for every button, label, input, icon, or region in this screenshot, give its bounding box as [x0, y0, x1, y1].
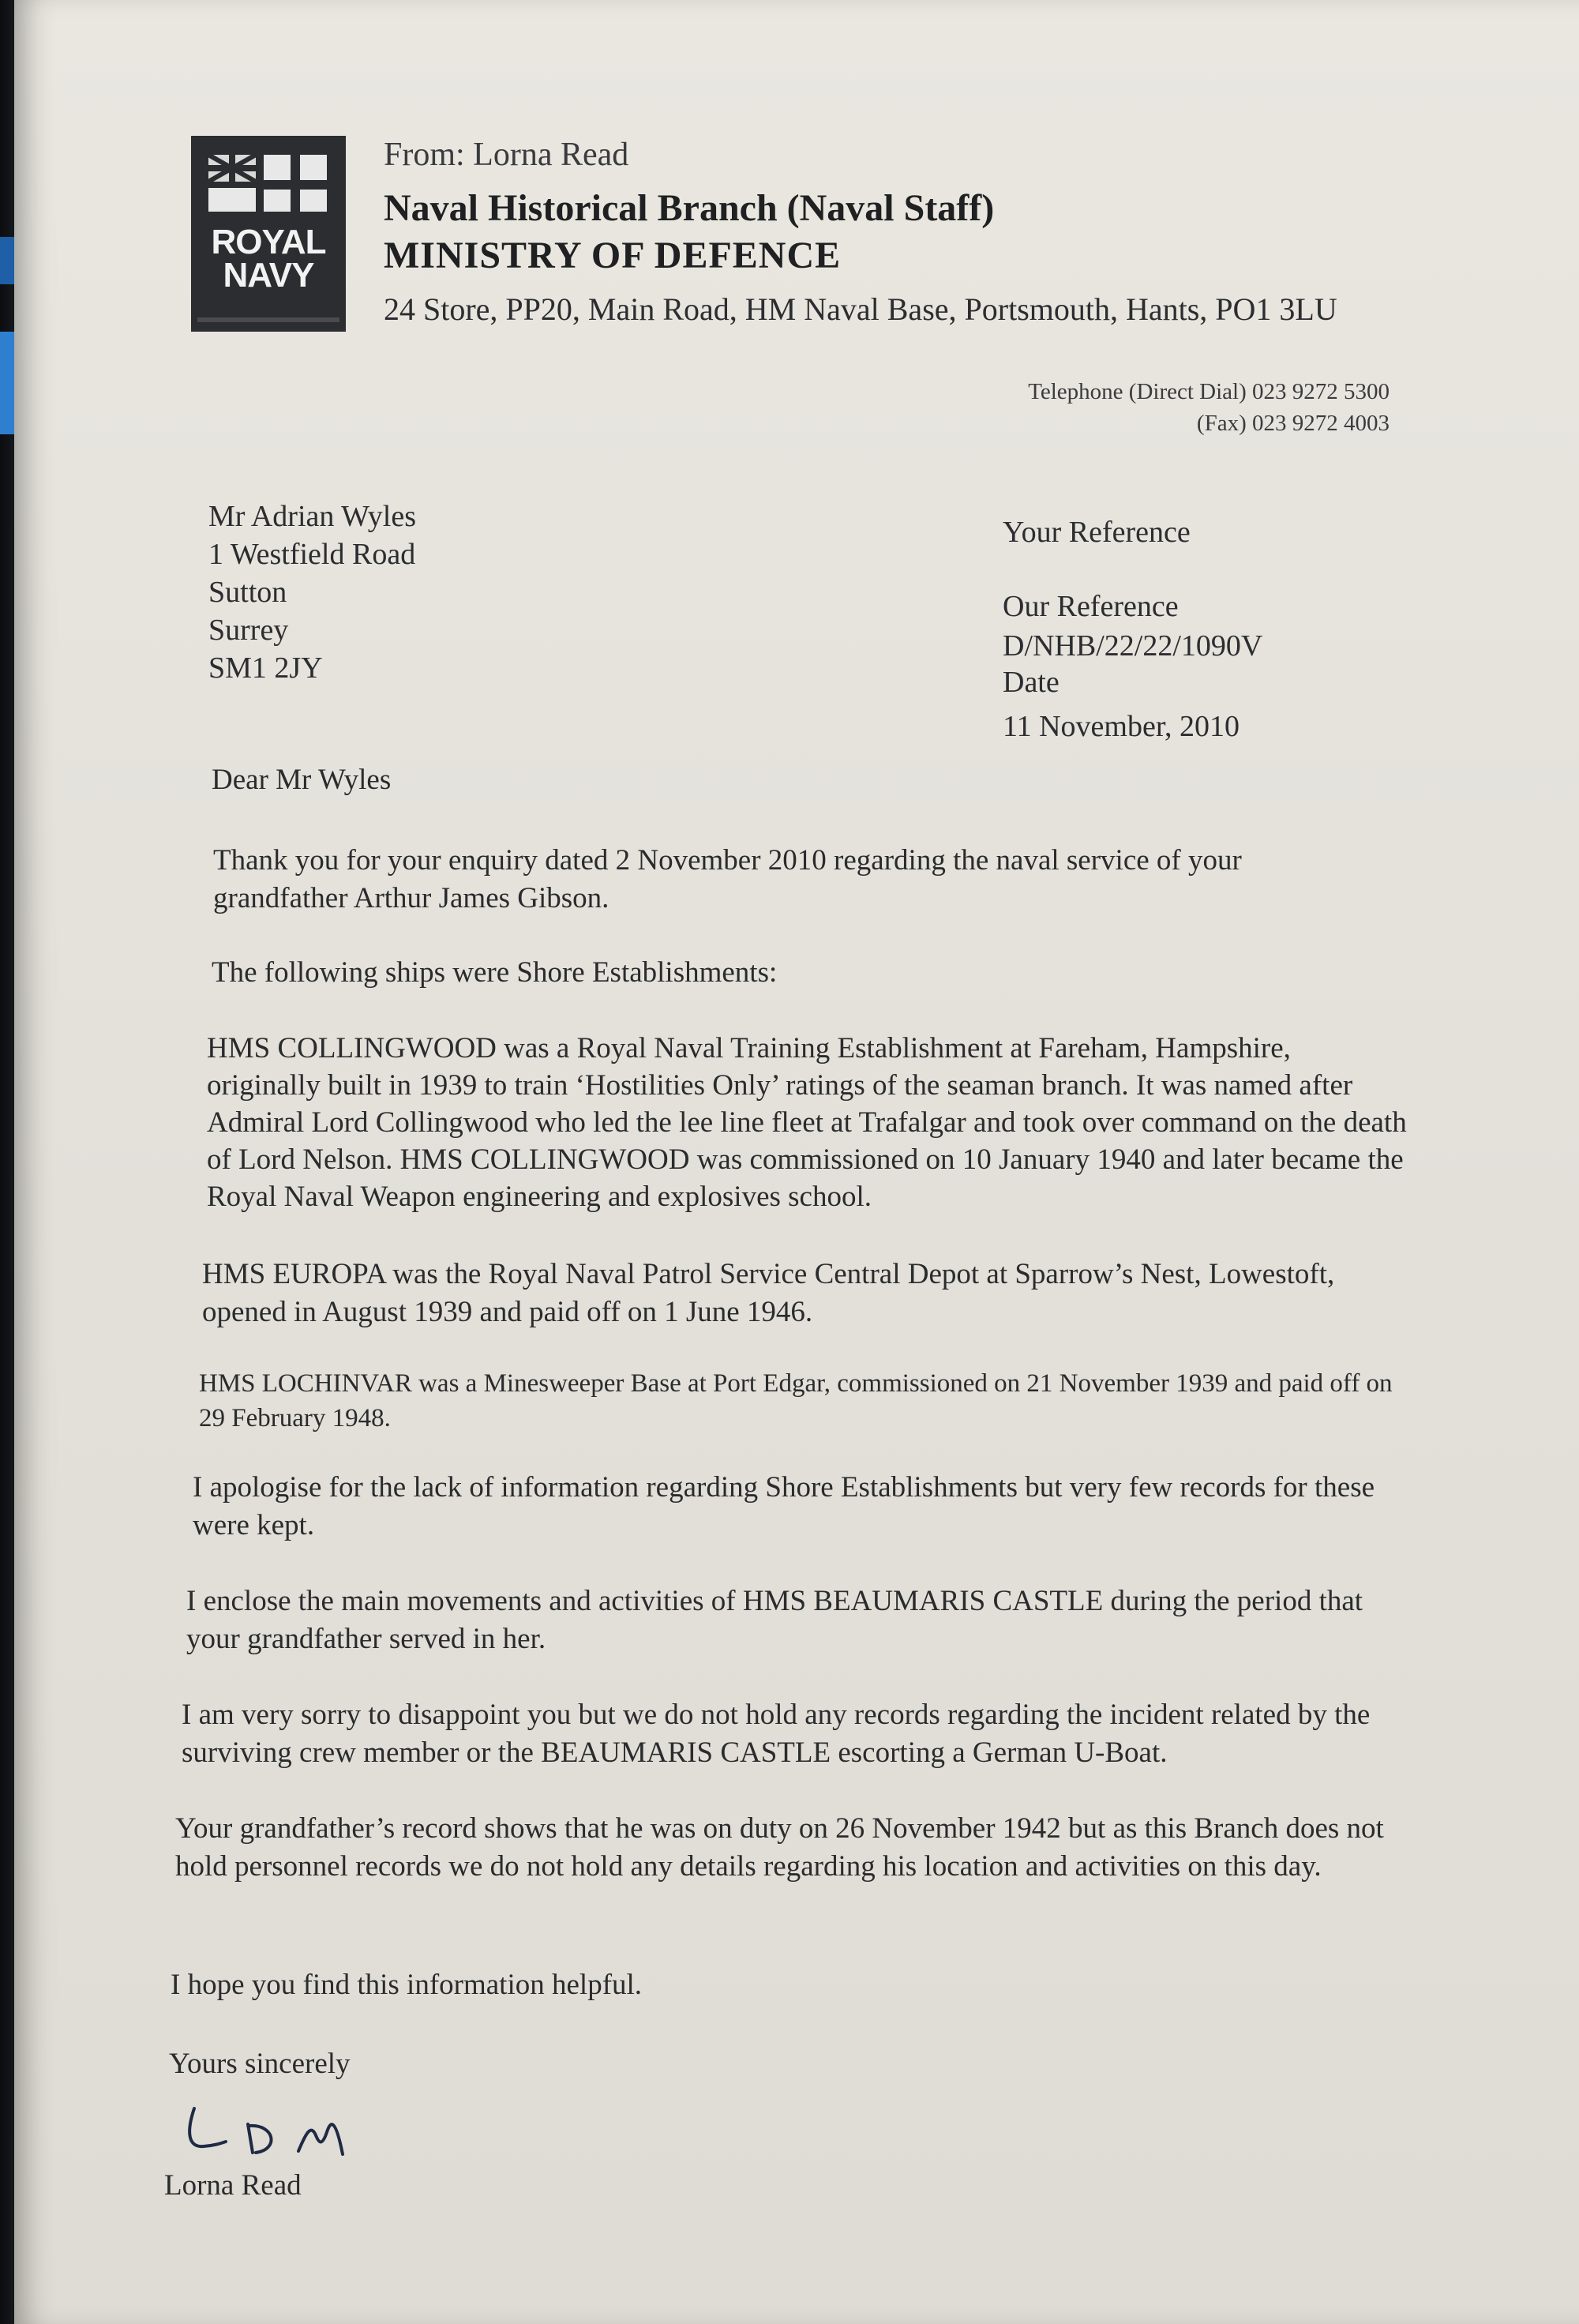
- sender-name: From: Lorna Read: [384, 137, 629, 173]
- logo-line-navy: NAVY: [223, 256, 314, 295]
- signer-name: Lorna Read: [164, 2169, 302, 2202]
- paragraph-collingwood: HMS COLLINGWOOD was a Royal Naval Training Establishment at Fareham, Hampshire, originally built in 1939 to train ‘Hostilities Only’ ratings of the seaman branch. It was named after Admiral Lord Collingwood who led the lee line fleet at Trafalgar and took over command on the death of Lord Nelson. HMS COLLINGWOOD was commissioned on 10 January 1940 and later became the Royal Naval Weapon engineering and explosives school.: [207, 1032, 1407, 1213]
- paragraph-enclosure: I enclose the main movements and activities of HMS BEAUMARIS CASTLE during the period that your grandfather served in her.: [186, 1585, 1363, 1655]
- recipient-name: Mr Adrian Wyles: [208, 500, 416, 533]
- white-ensign-icon: [205, 152, 332, 215]
- letter-page: [14, 0, 1579, 2324]
- date-value: 11 November, 2010: [1003, 710, 1240, 743]
- closing: Yours sincerely: [169, 2048, 351, 2080]
- ministry-name: MINISTRY OF DEFENCE: [384, 235, 842, 276]
- paragraph-no-records: I am very sorry to disappoint you but we do not hold any records regarding the incident related by the surviving crew member or the BEAUMARIS CASTLE escorting a German U-Boat.: [182, 1699, 1371, 1769]
- telephone-number: Telephone (Direct Dial) 023 9272 5300: [1028, 379, 1390, 404]
- recipient-address: [208, 497, 416, 687]
- recipient-street: 1 Westfield Road: [208, 538, 416, 571]
- salutation: Dear Mr Wyles: [212, 764, 392, 796]
- sender-address: 24 Store, PP20, Main Road, HM Naval Base, Portsmouth, Hants, PO1 3LU: [384, 291, 1337, 327]
- fax-number: (Fax) 023 9272 4003: [1196, 411, 1390, 436]
- paragraph-lochinvar: HMS LOCHINVAR was a Minesweeper Base at Port Edgar, commissioned on 21 November 1939 and paid off on 29 February 1948.: [199, 1369, 1393, 1432]
- branch-name: Naval Historical Branch (Naval Staff): [384, 187, 995, 229]
- your-reference-label: Your Reference: [1003, 516, 1191, 549]
- paragraph-enquiry: Thank you for your enquiry dated 2 November 2010 regarding the naval service of your grandfather Arthur James Gibson.: [213, 844, 1242, 914]
- logo-underline: [197, 317, 339, 322]
- recipient-postcode: SM1 2JY: [208, 651, 323, 685]
- logo-line-royal: ROYAL: [211, 223, 326, 261]
- logo-wordmark: [191, 223, 346, 295]
- royal-navy-logo: [191, 136, 346, 332]
- recipient-town: Sutton: [208, 576, 287, 609]
- our-reference-label: Our Reference: [1003, 590, 1179, 623]
- paragraph-duty-record: Your grandfather’s record shows that he was on duty on 26 November 1942 but as this Branch does not hold personnel records we do not hold any details regarding his location and activities on this day.: [175, 1812, 1384, 1883]
- paragraph-apology: I apologise for the lack of information regarding Shore Establishments but very few records for these were kept.: [193, 1471, 1375, 1541]
- recipient-county: Surrey: [208, 614, 289, 647]
- paragraph-europa: HMS EUROPA was the Royal Naval Patrol Service Central Depot at Sparrow’s Nest, Lowestoft, opened in August 1939 and paid off on 1 June 1946.: [202, 1258, 1335, 1328]
- date-label: Date: [1003, 666, 1060, 699]
- paragraph-helpful: I hope you find this information helpful.: [171, 1969, 643, 2001]
- paragraph-shore-intro: The following ships were Shore Establishments:: [212, 956, 778, 989]
- our-reference-value: D/NHB/22/22/1090V: [1003, 629, 1263, 663]
- handwritten-signature: [180, 2101, 369, 2164]
